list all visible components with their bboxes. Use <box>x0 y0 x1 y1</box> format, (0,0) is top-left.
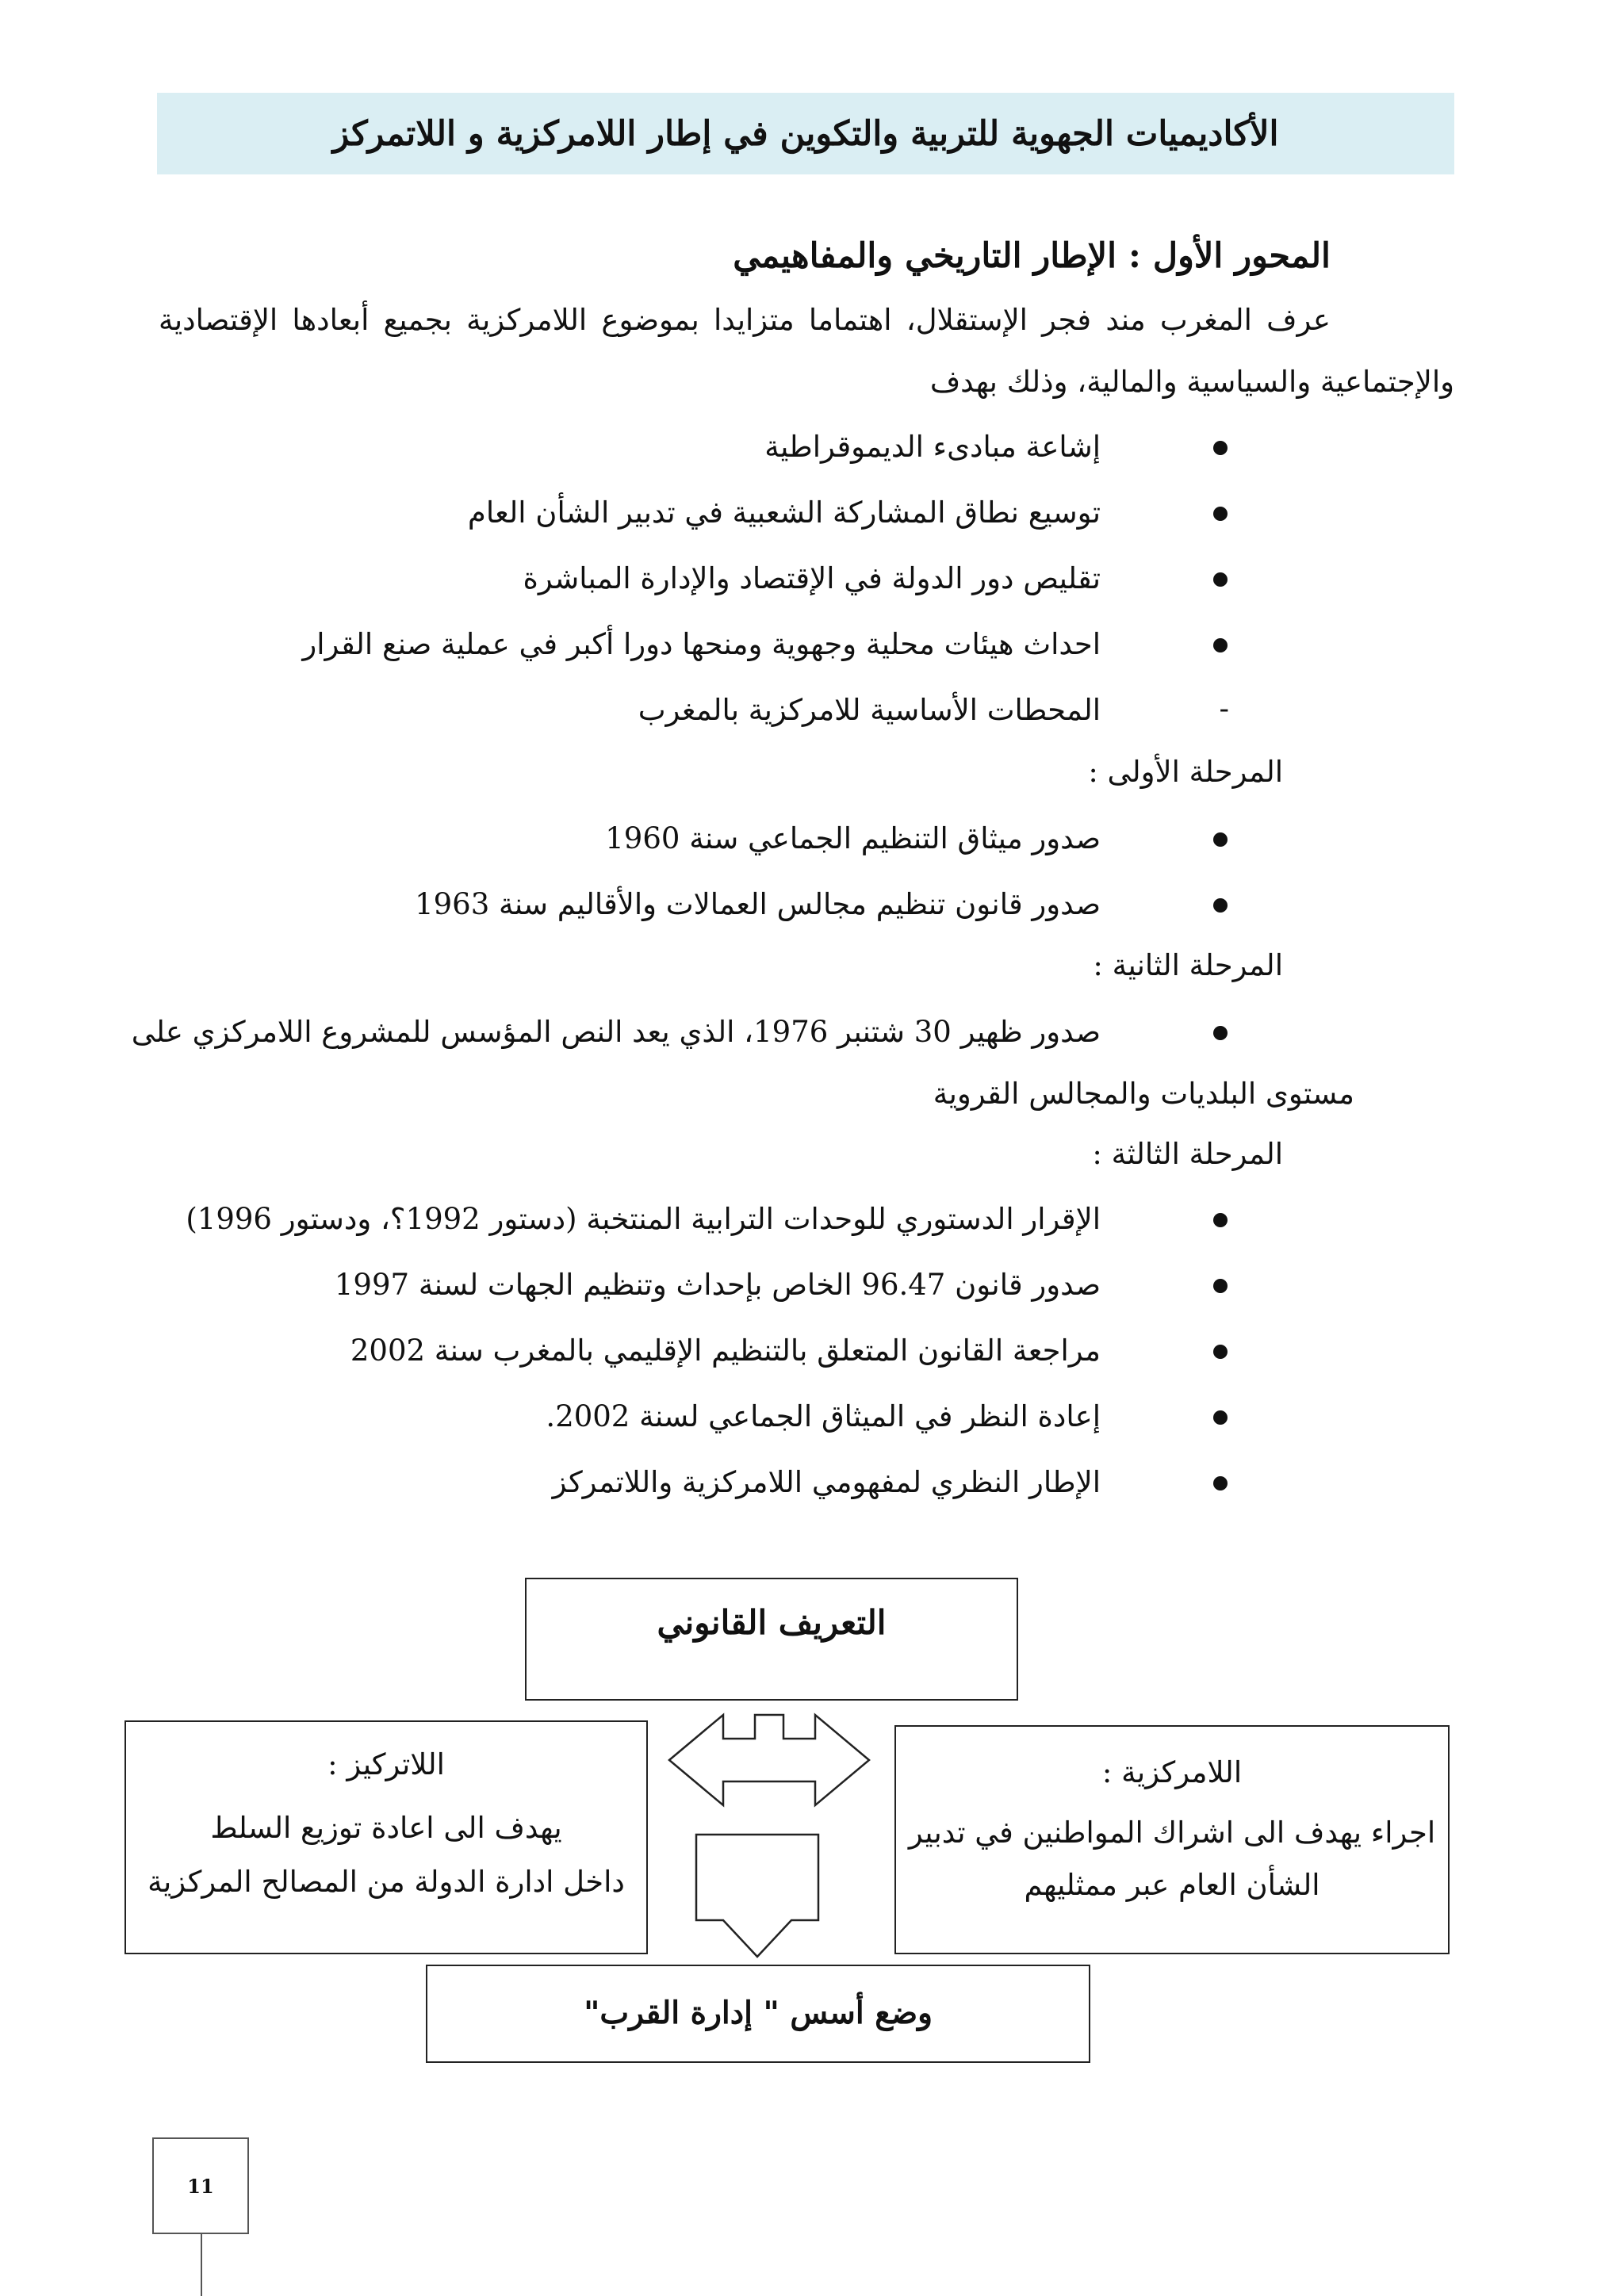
goal-item: تقليص دور الدولة في الإقتصاد والإدارة المباشرة <box>523 561 1101 595</box>
diagram-deconcentration-line-2: داخل ادارة الدولة من المصالح المركزية <box>147 1865 625 1899</box>
page-title: الأكاديميات الجهوية للتربية والتكوين في إطار اللامركزية و اللاتمركز <box>332 113 1279 154</box>
diagram-deconcentration-box <box>124 1720 648 1954</box>
bullet-dot <box>1213 1213 1228 1227</box>
goal-item: إشاعة مبادىء الديموقراطية <box>764 430 1101 464</box>
bullet-dot <box>1213 1410 1228 1425</box>
bullet-dot <box>1213 1279 1228 1293</box>
diagram-deconcentration-title: اللاتركيز : <box>327 1747 445 1781</box>
diagram-decentralization-title: اللامركزية : <box>1101 1755 1243 1789</box>
bullet-dot <box>1213 898 1228 913</box>
goal-item: توسيع نطاق المشاركة الشعبية في تدبير الشأن العام <box>467 496 1101 530</box>
section-heading: المحور الأول : الإطار التاريخي والمفاهيمي <box>733 236 1331 276</box>
stage-1-item: صدور قانون تنظيم مجالس العمالات والأقاليم سنة 1963 <box>415 887 1101 921</box>
diagram-proximity-box <box>426 1965 1090 2063</box>
bullet-dot <box>1213 1026 1228 1040</box>
diagram-decentralization-line-2: الشأن العام عبر ممثليهم <box>1024 1868 1320 1902</box>
bullet-dot <box>1213 507 1228 521</box>
stage-1-item: صدور ميثاق التنظيم الجماعي سنة 1960 <box>605 821 1101 855</box>
page-title-banner <box>157 93 1454 174</box>
bullet-dot <box>1213 1345 1228 1359</box>
diagram-deconcentration-line-1: يهدف الى اعادة توزيع السلط <box>210 1811 562 1845</box>
intro-paragraph-line-1: عرف المغرب مند فجر الإستقلال، اهتماما متزايدا بموضوع اللامركزية بجميع أبعادها الإقتصادية <box>159 303 1331 337</box>
diagram-decentralization-box <box>894 1725 1450 1954</box>
page-number-box <box>152 2137 249 2234</box>
down-arrow-icon <box>690 1831 825 1960</box>
stage-2-item-line-1: صدور ظهير 30 شتنبر 1976، الذي يعد النص المؤسس للمشروع اللامركزي على <box>131 1015 1101 1049</box>
diagram-legal-definition-label: التعريف القانوني <box>657 1603 887 1642</box>
bullet-dot <box>1213 572 1228 587</box>
stage-2-item-line-2: مستوى البلديات والمجالس القروية <box>933 1077 1354 1111</box>
stage-2-label: المرحلة الثانية : <box>1093 948 1283 982</box>
stage-3-label: المرحلة الثالثة : <box>1092 1137 1283 1171</box>
double-arrow-icon <box>666 1709 872 1812</box>
stage-3-item: الإقرار الدستوري للوحدات الترابية المنتخبة (دستور 1992؟، ودستور 1996) <box>186 1202 1101 1236</box>
diagram-decentralization-line-1: اجراء يهدف الى اشراك المواطنين في تدبير <box>908 1816 1436 1850</box>
diagram-proximity-label: وضع أسس " إدارة القرب" <box>584 1995 933 2031</box>
diagram-legal-definition-box <box>525 1578 1018 1701</box>
stage-3-item: الإطار النظري لمفهومي اللامركزية واللاتمركز <box>552 1465 1101 1499</box>
page-number-divider <box>201 2234 202 2296</box>
bullet-dot <box>1213 638 1228 652</box>
bullet-dot <box>1213 832 1228 847</box>
goal-item: احداث هيئات محلية وجهوية ومنحها دورا أكبر في عملية صنع القرار <box>302 627 1101 661</box>
bullet-dot <box>1213 441 1228 455</box>
page-number: 11 <box>187 2174 214 2198</box>
stage-3-item: مراجعة القانون المتعلق بالتنظيم الإقليمي بالمغرب سنة 2002 <box>350 1334 1101 1368</box>
stage-3-item: إعادة النظر في الميثاق الجماعي لسنة 2002. <box>546 1399 1101 1433</box>
bullet-dot <box>1213 1476 1228 1490</box>
intro-paragraph-line-2: والإجتماعية والسياسية والمالية، وذلك بهدف <box>929 365 1454 399</box>
dash-marker: - <box>1219 691 1229 725</box>
stage-3-item: صدور قانون 96.47 الخاص بإحداث وتنظيم الجهات لسنة 1997 <box>334 1268 1101 1302</box>
milestones-title: المحطات الأساسية للامركزية بالمغرب <box>638 693 1101 727</box>
stage-1-label: المرحلة الأولى : <box>1088 755 1283 789</box>
